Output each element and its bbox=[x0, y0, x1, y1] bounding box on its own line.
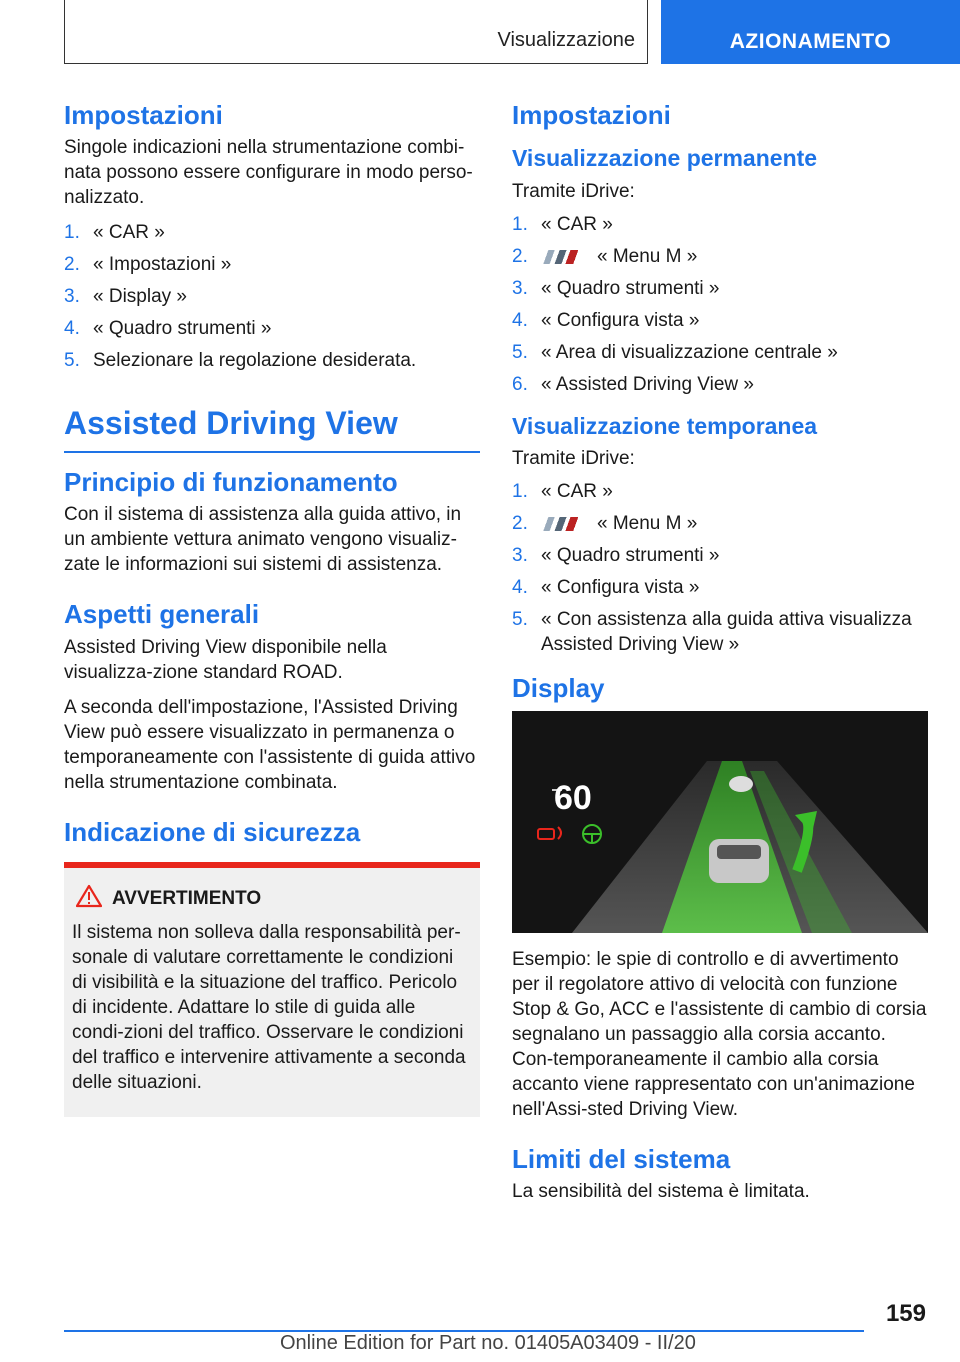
step-item bbox=[512, 244, 928, 269]
step-text: Selezionare la regolazione desiderata. bbox=[93, 350, 417, 372]
step-number: 5. bbox=[64, 350, 80, 372]
step-text: « Menu M » bbox=[597, 245, 698, 267]
permanente-steps bbox=[512, 212, 928, 397]
step-item bbox=[64, 348, 480, 373]
step-item bbox=[512, 511, 928, 536]
step-text: « Configura vista » bbox=[541, 309, 700, 331]
step-number: 1. bbox=[64, 222, 80, 244]
step-number: 4. bbox=[64, 318, 80, 340]
step-number: 1. bbox=[512, 481, 528, 503]
aspetti-paragraph-1: Assisted Driving View disponibile nella visualizza-zione standard ROAD. bbox=[64, 636, 387, 683]
step-text: « Display » bbox=[93, 286, 187, 308]
warning-box bbox=[64, 862, 480, 1117]
page-title: Assisted Driving View bbox=[64, 405, 398, 442]
principio-text: Con il sistema di assistenza alla guida attivo, in un ambiente vettura animato vengono visualiz-zate le informazioni sui sistemi di assistenza. bbox=[64, 504, 462, 576]
step-text: « CAR » bbox=[541, 213, 613, 235]
limiti-text: La sensibilità del sistema è limitata. bbox=[512, 1180, 810, 1202]
step-item bbox=[512, 308, 928, 333]
impostazioni-steps bbox=[64, 220, 480, 373]
aspetti-paragraph-2: A seconda dell'impostazione, l'Assisted Driving View può essere visualizzato in permanenza o temporaneamente con l'assistente di guida attivo nella strumentazione combinata. bbox=[64, 696, 476, 793]
step-number: 2. bbox=[512, 513, 528, 535]
warning-text: Il sistema non solleva dalla responsabilità per-sonale di valutare correttamente le condizioni di visibilità e la situazione del traffico. Pericolo di incidente. Adattare lo stile di guida alle condi-zioni del traffico. Osservare le condizioni del traffico e intervenire attivamente a seconda delle situazioni. bbox=[72, 921, 466, 1093]
step-text: « Impostazioni » bbox=[93, 254, 232, 276]
temporanea-intro: Tramite iDrive: bbox=[512, 448, 635, 470]
step-item bbox=[64, 220, 480, 245]
step-item bbox=[64, 252, 480, 277]
assisted-driving-view-image bbox=[512, 711, 928, 933]
step-number: 1. bbox=[512, 213, 528, 235]
step-text: « Menu M » bbox=[597, 513, 698, 535]
step-text: « Quadro strumenti » bbox=[541, 277, 720, 299]
step-number: 2. bbox=[64, 254, 80, 276]
limiti-heading: Limiti del sistema bbox=[512, 1143, 731, 1174]
display-caption: Esempio: le spie di controllo e di avvertimento per il regolatore attivo di velocità con funzione Stop & Go, ACC e l'assistente di cambio di corsia segnalano un passaggio alla corsia accanto. Con-temporaneamente il cambio alla corsia accanto viene rappresentato con un'animazione nell'Assi-sted Driving View. bbox=[512, 948, 927, 1120]
step-number: 4. bbox=[512, 309, 528, 331]
cluster-illustration bbox=[512, 711, 928, 933]
page-number: 159 bbox=[885, 1300, 926, 1327]
principio-heading: Principio di funzionamento bbox=[64, 467, 398, 498]
step-item bbox=[512, 340, 928, 365]
step-item bbox=[64, 284, 480, 309]
step-item bbox=[512, 276, 928, 301]
step-number: 3. bbox=[512, 545, 528, 567]
step-number: 5. bbox=[512, 341, 528, 363]
step-number: 2. bbox=[512, 245, 528, 267]
display-speed: 60 bbox=[554, 778, 592, 817]
step-text: « Quadro strumenti » bbox=[93, 318, 272, 340]
header-section: Visualizzazione bbox=[497, 29, 635, 51]
step-item bbox=[512, 543, 928, 568]
aspetti-heading: Aspetti generali bbox=[64, 599, 260, 630]
step-number: 5. bbox=[512, 609, 528, 631]
edition-text: Online Edition for Part no. 01405A03409 - II/20 bbox=[280, 1332, 696, 1354]
step-item bbox=[64, 316, 480, 341]
step-text: « CAR » bbox=[93, 222, 165, 244]
warning-triangle-icon bbox=[76, 884, 102, 908]
right-column bbox=[512, 100, 928, 1214]
step-number: 3. bbox=[512, 277, 528, 299]
temporanea-heading: Visualizzazione temporanea bbox=[512, 412, 818, 439]
m-menu-icon bbox=[541, 517, 585, 531]
title-rule bbox=[64, 451, 480, 453]
impostazioni-text: Singole indicazioni nella strumentazione combi-nata possono essere configurare in modo perso-nalizzato. bbox=[64, 137, 473, 209]
step-number: 6. bbox=[512, 373, 528, 395]
step-item bbox=[512, 372, 928, 397]
impostazioni-heading: Impostazioni bbox=[64, 100, 223, 130]
step-text: « CAR » bbox=[541, 481, 613, 503]
step-text: « Configura vista » bbox=[541, 577, 700, 599]
step-text: « Con assistenza alla guida attiva visualizza Assisted Driving View » bbox=[541, 609, 912, 656]
permanente-heading: Visualizzazione permanente bbox=[512, 145, 818, 172]
step-item bbox=[512, 575, 928, 600]
header-chapter: AZIONAMENTO bbox=[661, 0, 960, 64]
temporanea-steps bbox=[512, 479, 928, 657]
display-heading: Display bbox=[512, 673, 605, 704]
m-menu-icon bbox=[541, 250, 585, 264]
warning-title-row bbox=[112, 888, 472, 910]
step-text: « Assisted Driving View » bbox=[541, 373, 754, 395]
step-item bbox=[512, 479, 928, 504]
step-number: 4. bbox=[512, 577, 528, 599]
impostazioni-right-heading: Impostazioni bbox=[512, 100, 671, 130]
warning-title: AVVERTIMENTO bbox=[112, 887, 262, 909]
step-text: « Area di visualizzazione centrale » bbox=[541, 341, 838, 363]
sicurezza-heading: Indicazione di sicurezza bbox=[64, 816, 361, 847]
step-item bbox=[512, 212, 928, 237]
left-column bbox=[64, 100, 480, 1117]
step-text: « Quadro strumenti » bbox=[541, 545, 720, 567]
step-item bbox=[512, 607, 928, 657]
header-box bbox=[64, 0, 648, 64]
permanente-intro: Tramite iDrive: bbox=[512, 180, 635, 202]
step-number: 3. bbox=[64, 286, 80, 308]
